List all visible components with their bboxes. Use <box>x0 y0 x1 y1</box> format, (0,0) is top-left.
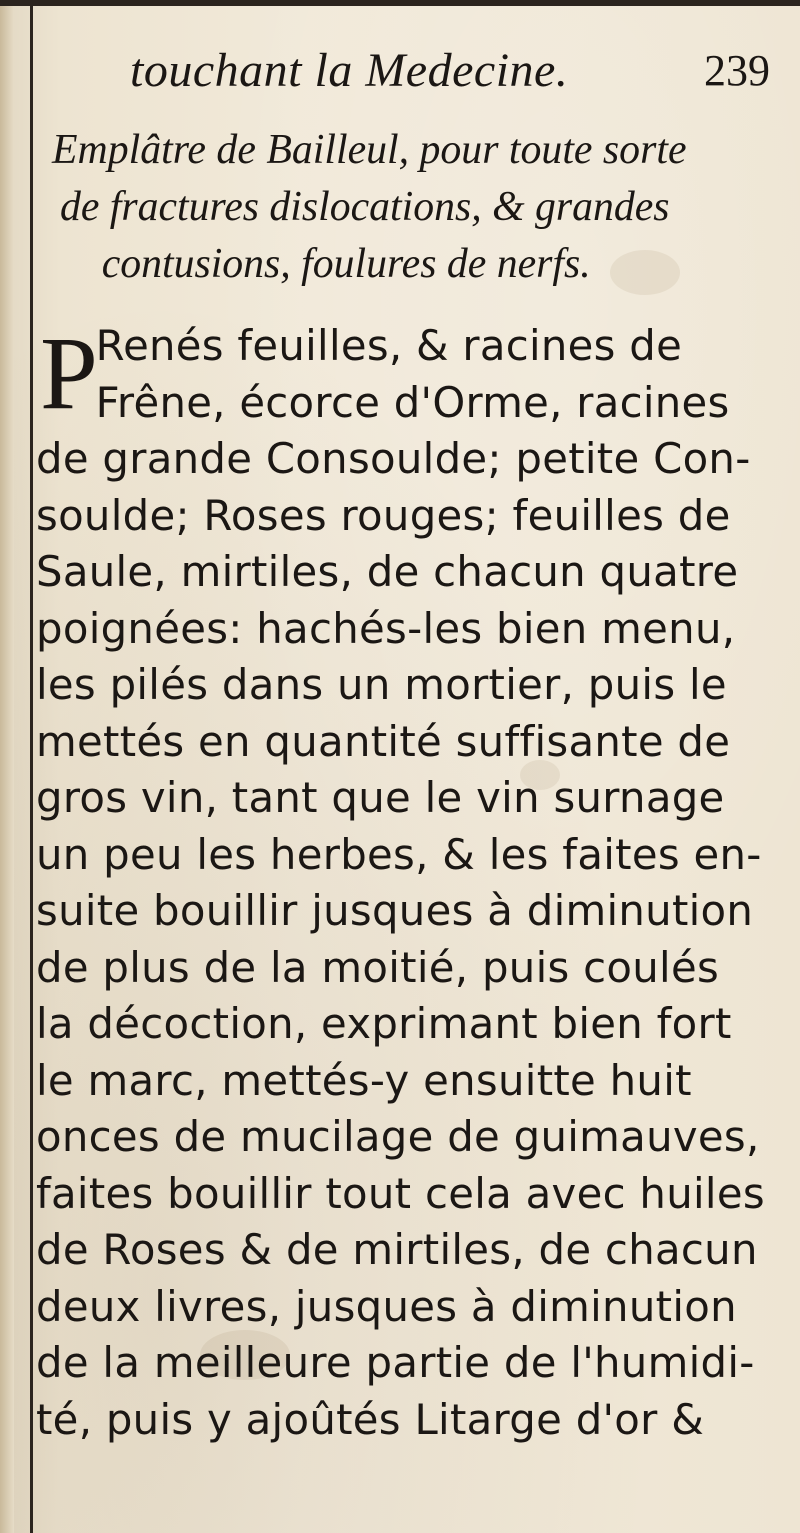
page-number: 239 <box>704 46 770 95</box>
text-line: mettés en quantité suffisante de <box>36 716 731 766</box>
heading-line: de fractures dislocations, & grandes <box>59 184 670 230</box>
text-line: Renés feuilles, & racines de <box>95 321 683 370</box>
recipe-heading <box>52 122 787 293</box>
running-head <box>130 40 770 102</box>
text-line: té, puis y ajoûtés Litarge d'or & <box>36 1394 705 1444</box>
text-line: Saule, mirtiles, de chacun quatre <box>36 547 739 596</box>
text-line: le marc, mettés-y ensuitte huit <box>36 1055 692 1105</box>
heading-line: contusions, foulures de nerfs. <box>101 241 591 287</box>
text-line: suite bouillir jusques à diminution <box>36 886 754 935</box>
text-line: deux livres, jusques à diminution <box>36 1281 737 1331</box>
heading-line: Emplâtre de Bailleul, pour toute sorte <box>52 127 687 173</box>
top-edge-rule <box>0 0 800 6</box>
text-line: poignées: hachés-les bien menu, <box>36 603 736 653</box>
text-line: un peu les herbes, & les faites en- <box>36 829 762 879</box>
gutter-rule <box>30 0 33 1533</box>
text-line: de grande Consoulde; petite Con- <box>36 434 751 483</box>
text-line: les pilés dans un mortier, puis le <box>36 660 727 709</box>
text-line: Frêne, écorce d'Orme, racines <box>95 377 730 427</box>
body-text <box>36 318 786 1448</box>
text-line: gros vin, tant que le vin surnage <box>36 773 725 822</box>
text-line: faites bouillir tout cela avec huiles <box>36 1168 765 1218</box>
text-line: la décoction, exprimant bien fort <box>36 999 732 1048</box>
text-line: onces de mucilage de guimauves, <box>36 1112 760 1161</box>
drop-cap: P <box>40 316 98 431</box>
text-line: de Roses & de mirtiles, de chacun <box>36 1225 758 1274</box>
text-line: de plus de la moitié, puis coulés <box>36 942 720 992</box>
text-line: soulde; Roses rouges; feuilles de <box>36 490 731 540</box>
running-title: touchant la Medecine. <box>130 44 569 97</box>
text-line: de la meilleure partie de l'humidi- <box>36 1338 755 1387</box>
page-gutter <box>0 0 14 1533</box>
